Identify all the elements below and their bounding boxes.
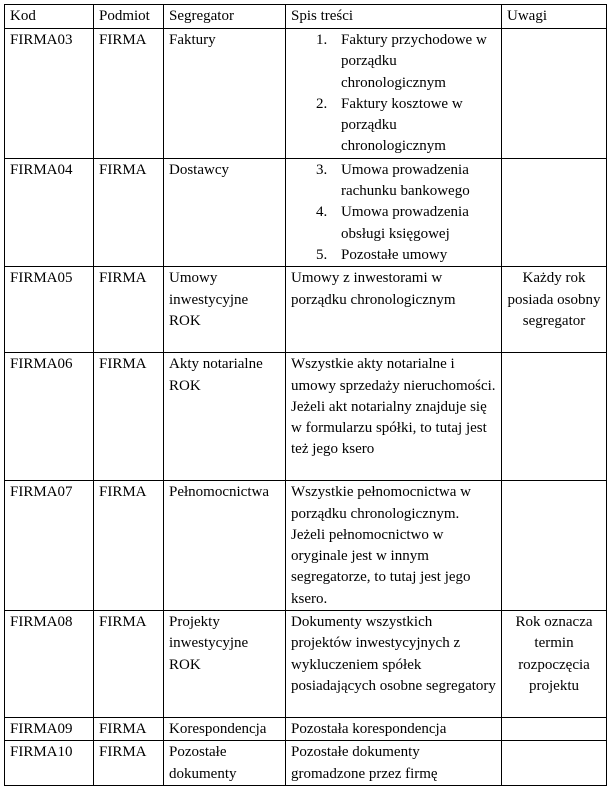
table-row	[5, 718, 607, 741]
cell-uwagi	[502, 353, 607, 481]
cell-spis-tresci: Dokumenty wszystkich projektów inwestycyjnych z wykluczeniem spółek posiadających osobne segregatory	[286, 611, 502, 718]
cell-kod: FIRMA04	[5, 158, 94, 266]
cell-spis-tresci: Wszystkie akty notarialne i umowy sprzedaży nieruchomości. Jeżeli akt notarialny znajduje się w formularzu spółki, to tutaj jest też jego ksero	[286, 353, 502, 481]
cell-uwagi: Każdy rok posiada osobny segregator	[502, 267, 607, 353]
cell-segregator: Pełnomocnictwa	[164, 481, 286, 611]
cell-podmiot: FIRMA	[94, 29, 164, 159]
cell-podmiot: FIRMA	[94, 741, 164, 786]
cell-spis-tresci: Pozostała korespondencja	[286, 718, 502, 741]
cell-kod: FIRMA06	[5, 353, 94, 481]
list-item-text: Pozostałe umowy	[341, 246, 448, 263]
cell-spis-tresci: Wszystkie pełnomocnictwa w porządku chronologicznym. Jeżeli pełnomocnictwo w oryginale jest w innym segregatorze, to tutaj jest jego ksero.	[286, 481, 502, 611]
cell-kod: FIRMA03	[5, 29, 94, 159]
header-uwagi: Uwagi	[502, 5, 607, 29]
cell-segregator: Akty notarialne ROK	[164, 353, 286, 481]
header-kod: Kod	[5, 5, 94, 29]
table-row	[5, 481, 607, 611]
list-item	[316, 160, 496, 203]
cell-segregator: Faktury	[164, 29, 286, 159]
cell-spis-tresci: Pozostałe dokumenty gromadzone przez firmę	[286, 741, 502, 786]
header-spis-tresci: Spis treści	[286, 5, 502, 29]
list-item-text: Faktury kosztowe w porządku chronologicznym	[341, 95, 463, 155]
header-podmiot: Podmiot	[94, 5, 164, 29]
cell-podmiot: FIRMA	[94, 611, 164, 718]
cell-segregator: Projekty inwestycyjne ROK	[164, 611, 286, 718]
cell-podmiot: FIRMA	[94, 718, 164, 741]
cell-segregator: Dostawcy	[164, 158, 286, 266]
cell-uwagi: Rok oznacza termin rozpoczęcia projektu	[502, 611, 607, 718]
cell-uwagi	[502, 741, 607, 786]
numbered-list	[291, 160, 496, 266]
cell-podmiot: FIRMA	[94, 353, 164, 481]
list-number: 1.	[316, 32, 328, 48]
cell-podmiot: FIRMA	[94, 481, 164, 611]
cell-spis-tresci: Umowy z inwestorami w porządku chronologicznym	[286, 267, 502, 353]
cell-podmiot: FIRMA	[94, 158, 164, 266]
list-item	[316, 30, 496, 94]
table-row	[5, 267, 607, 353]
list-item-text: Faktury przychodowe w porządku chronologicznym	[341, 32, 487, 91]
cell-spis-tresci	[286, 158, 502, 266]
cell-kod: FIRMA05	[5, 267, 94, 353]
cell-segregator: Korespondencja	[164, 718, 286, 741]
list-number: 4.	[316, 204, 328, 221]
list-number: 5.	[316, 246, 328, 263]
cell-kod: FIRMA07	[5, 481, 94, 611]
list-item	[316, 245, 496, 266]
cell-uwagi	[502, 718, 607, 741]
numbered-list	[291, 30, 496, 158]
cell-kod: FIRMA09	[5, 718, 94, 741]
cell-uwagi	[502, 158, 607, 266]
list-number: 2.	[316, 95, 328, 112]
list-item-text: Umowa prowadzenia obsługi księgowej	[341, 204, 469, 242]
list-item	[316, 202, 496, 245]
list-item	[316, 94, 496, 158]
cell-uwagi	[502, 481, 607, 611]
header-segregator: Segregator	[164, 5, 286, 29]
table-row	[5, 741, 607, 786]
cell-segregator: Pozostałe dokumenty	[164, 741, 286, 786]
cell-podmiot: FIRMA	[94, 267, 164, 353]
cell-uwagi	[502, 29, 607, 159]
cell-segregator: Umowy inwestycyjne ROK	[164, 267, 286, 353]
table-row	[5, 29, 607, 159]
table-row	[5, 353, 607, 481]
list-number: 3.	[316, 161, 328, 178]
cell-kod: FIRMA08	[5, 611, 94, 718]
table-row	[5, 611, 607, 718]
cell-spis-tresci	[286, 29, 502, 159]
segregator-table	[4, 4, 607, 786]
document-page	[4, 4, 607, 786]
list-item-text: Umowa prowadzenia rachunku bankowego	[341, 161, 470, 200]
header-row	[5, 5, 607, 29]
table-row	[5, 158, 607, 266]
cell-kod: FIRMA10	[5, 741, 94, 786]
